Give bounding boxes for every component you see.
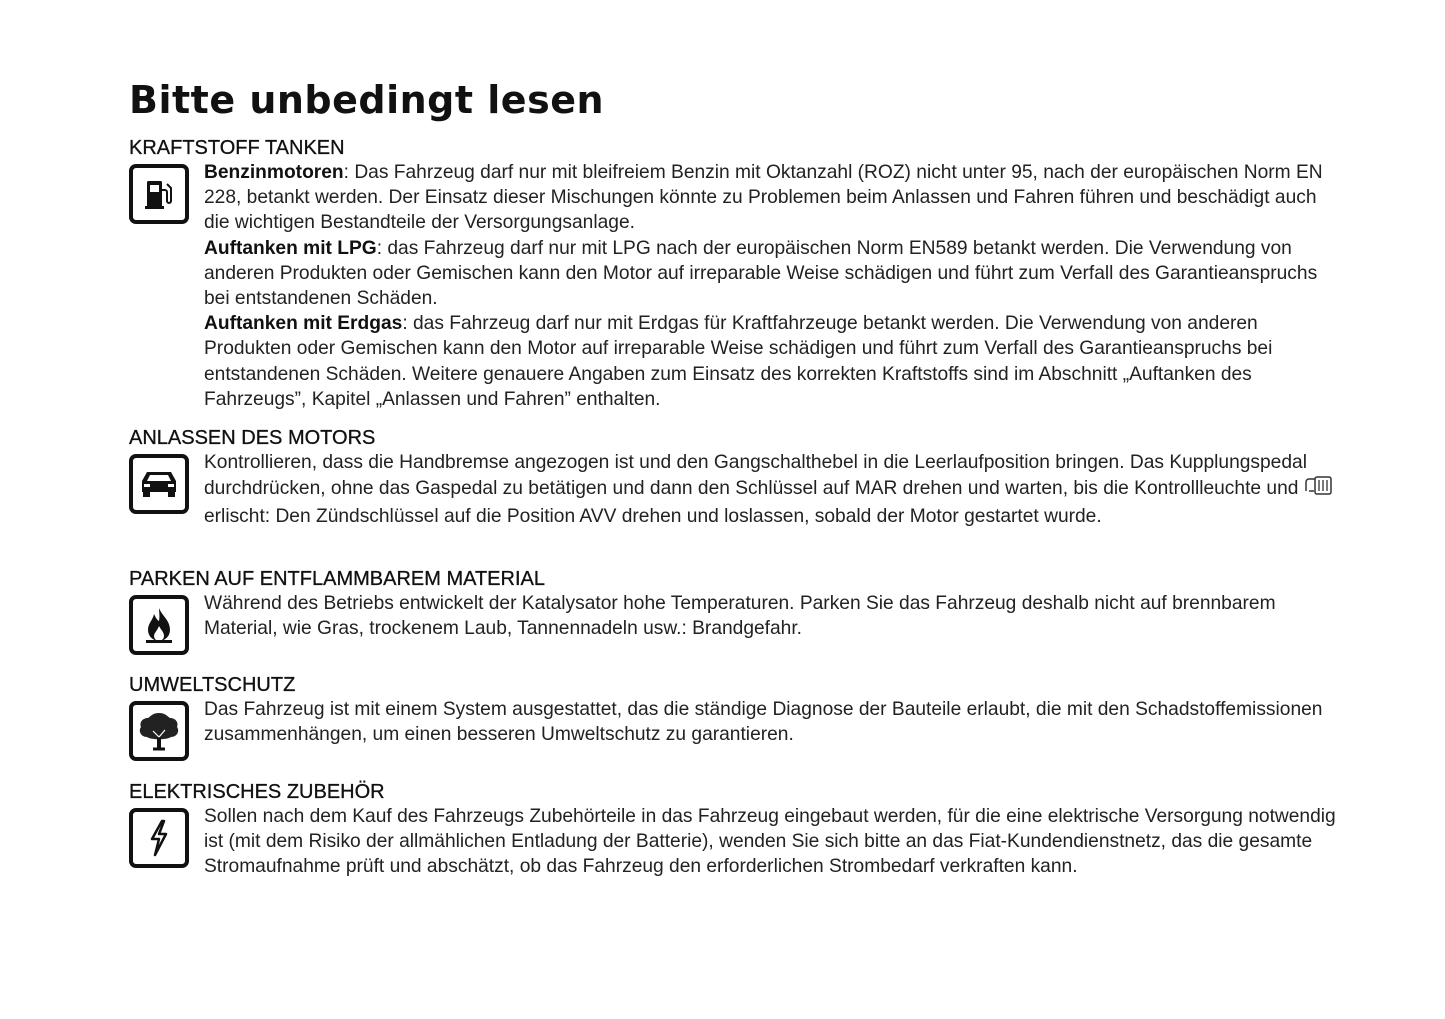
car-icon — [129, 454, 189, 514]
section-electrical — [129, 780, 1339, 880]
glow-plug-warning-icon — [1304, 475, 1334, 504]
paragraph-engine-start: Kontrollieren, dass die Handbremse angezogen ist und den Gangschalthebel in die Leerlaufposition bringen. Das Kupplungspedal durchdrücken, ohne das Gaspedal zu betätigen und dann den Schlüssel auf MAR drehen und warten, bis die Kontrollleuchte und erlischt: Den Zündschlüssel auf die Position AVV drehen und loslassen, sobald der Motor gestartet wurde. — [204, 450, 1339, 530]
section-environment — [129, 673, 1339, 747]
section-engine-start — [129, 426, 1339, 530]
section-heading-fuel: KRAFTSTOFF TANKEN — [129, 137, 345, 159]
tree-icon — [129, 701, 189, 761]
section-heading-parking: PARKEN AUF ENTFLAMMBAREM MATERIAL — [129, 568, 545, 590]
section-heading-electrical: ELEKTRISCHES ZUBEHÖR — [129, 781, 385, 803]
section-parking — [129, 567, 1339, 641]
paragraph-parking: Während des Betriebs entwickelt der Katalysator hohe Temperaturen. Parken Sie das Fahrzeug deshalb nicht auf brennbarem Material, wie Gras, trockenem Laub, Tannennadeln usw.: Brandgefahr. — [204, 593, 1276, 640]
lightning-icon — [129, 808, 189, 868]
paragraph-electrical: Sollen nach dem Kauf des Fahrzeugs Zubehörteile in das Fahrzeug eingebaut werden, für die eine elektrische Versorgung notwendig ist (mit dem Risiko der allmählichen Entladung der Batterie), wenden Sie sich bitte an das Fiat-Kundendienstnetz, das die gesamte Stromaufnahme prüft und abschätzt, ob das Fahrzeug den erforderlichen Strombedarf verkraften kann. — [204, 806, 1336, 878]
section-heading-engine-start: ANLASSEN DES MOTORS — [129, 427, 376, 449]
section-fuel — [129, 136, 1339, 412]
page-title: Bitte unbedingt lesen — [129, 78, 605, 122]
paragraph-environment: Das Fahrzeug ist mit einem System ausgestattet, das die ständige Diagnose der Bauteile erlaubt, die mit den Schadstoffemissionen zusammenhängen, um einen besseren Umweltschutz zu garantieren. — [204, 699, 1323, 746]
flame-icon — [129, 595, 189, 655]
fuel-pump-icon — [129, 164, 189, 224]
paragraph-petrol: Benzinmotoren: Das Fahrzeug darf nur mit bleifreiem Benzin mit Oktanzahl (ROZ) nicht unter 95, nach der europäischen Norm EN 228, betankt werden. Der Einsatz dieser Mischungen könnte zu Problemen beim Anlassen und Fahren führen und beschädigt auch die wichtigen Bestandteile der Versorgungsanlage. — [204, 162, 1323, 234]
paragraph-lpg: Auftanken mit LPG: das Fahrzeug darf nur mit LPG nach der europäischen Norm EN589 betankt werden. Die Verwendung von anderen Produkten oder Gemischen kann den Motor auf irreparable Weise schädigen und führt zum Verfall des Garantieanspruchs bei entstandenen Schäden. — [204, 237, 1318, 310]
section-heading-environment: UMWELTSCHUTZ — [129, 674, 296, 696]
paragraph-cng: Auftanken mit Erdgas: das Fahrzeug darf nur mit Erdgas für Kraftfahrzeuge betankt werden. Die Verwendung von anderen Produkten oder Gemischen kann den Motor auf irreparable Weise schädigen und führt zum Verfall des Garantieanspruchs bei entstandenen Schäden. Weitere genauere Angaben zum Einsatz des korrekten Kraftstoffs sind im Abschnitt „Auftanken des Fahrzeugs”, Kapitel „Anlassen und Fahren” enthalten. — [204, 313, 1273, 410]
